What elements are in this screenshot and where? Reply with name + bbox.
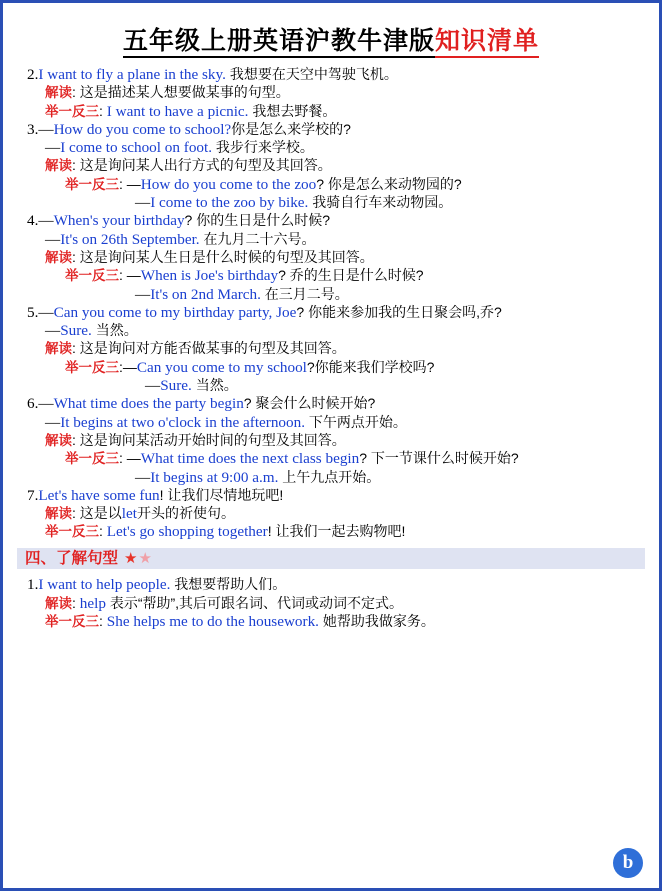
content-line: [17, 213, 645, 228]
chinese-text: 表示“帮助”,其后可跟名词、代词或动词不定式。: [105, 594, 404, 611]
content-line: [17, 396, 645, 411]
content-line: [17, 140, 645, 155]
line-label: 举一反三: [45, 103, 99, 119]
english-text: help: [79, 594, 106, 612]
chinese-text: 我骑自行车来动物园。: [308, 194, 453, 211]
content-line: [17, 287, 645, 302]
line-label: 举一反三: [65, 359, 119, 375]
content-line: [17, 104, 645, 119]
chinese-text: ? 乔的生日是什么时候?: [278, 267, 424, 284]
chinese-text: 7.: [27, 486, 39, 504]
line-label: 解读: [45, 595, 72, 611]
content-line: [17, 433, 645, 448]
english-text: It begins at two o'clock in the afternoon.: [60, 413, 306, 431]
line-label: 解读: [45, 432, 72, 448]
chinese-text: —: [45, 322, 61, 340]
english-text: I want to help people.: [38, 576, 171, 594]
chinese-text: :: [99, 612, 107, 629]
english-text: I want to fly a plane in the sky.: [38, 66, 226, 83]
chinese-text: : —: [119, 267, 141, 284]
content-line: [17, 378, 645, 393]
english-text: Let's go shopping together: [106, 523, 268, 541]
content-line: [17, 67, 645, 82]
chinese-text: : 这是以: [72, 505, 122, 522]
page-title-highlight: 知识清单: [435, 28, 539, 58]
content-line: [17, 323, 645, 338]
english-text: How do you come to the zoo: [140, 175, 317, 193]
english-text: I come to school on foot.: [60, 139, 213, 157]
chinese-text: : 这是询问某人生日是什么时候的句型及其回答。: [72, 248, 374, 265]
chinese-text: ? 聚会什么时候开始?: [243, 395, 376, 412]
chinese-text: : 这是询问某活动开始时间的句型及其回答。: [72, 431, 346, 448]
chinese-text: : —: [119, 175, 141, 192]
chinese-text: 6.—: [27, 395, 54, 413]
english-text: How do you come to school?: [53, 120, 232, 138]
chinese-text: :: [99, 102, 107, 119]
content-line: [17, 158, 645, 173]
chinese-text: 我想要帮助人们。: [170, 576, 287, 593]
english-text: I want to have a picnic.: [106, 102, 249, 120]
star-empty-icon: ★: [138, 549, 153, 567]
english-text: Sure.: [160, 377, 192, 395]
page-title-main: 五年级上册英语沪教牛津版: [123, 28, 435, 58]
line-label: 解读: [45, 506, 72, 522]
page-title: [17, 21, 645, 57]
line-label: 解读: [45, 249, 72, 265]
chinese-text: —: [145, 377, 161, 395]
english-text: It's on 2nd March.: [150, 285, 261, 303]
english-text: What time does the next class begin: [140, 450, 360, 468]
content-line: [17, 268, 645, 283]
chinese-text: —: [45, 413, 61, 431]
chinese-text: 我想要在天空中驾驶飞机。: [225, 66, 398, 82]
english-text: I come to the zoo by bike.: [150, 194, 309, 212]
chinese-text: : 这是询问某人出行方式的句型及其回答。: [72, 157, 332, 174]
chinese-text: 当然。: [91, 322, 138, 339]
chinese-text: 5.—: [27, 303, 54, 321]
chinese-text: ! 让我们尽情地玩吧!: [159, 486, 284, 503]
english-text: She helps me to do the housework.: [106, 612, 319, 630]
chinese-text: :—: [119, 358, 137, 375]
chinese-text: —: [135, 468, 151, 486]
english-text: It begins at 9:00 a.m.: [150, 468, 279, 486]
chinese-text: ? 你能来参加我的生日聚会吗,乔?: [296, 303, 502, 320]
english-text: Sure.: [60, 322, 92, 340]
english-text: Let's have some fun: [38, 486, 160, 504]
chinese-text: 在三月二号。: [260, 285, 349, 302]
chinese-text: 我想去野餐。: [248, 102, 337, 119]
content-line: [17, 85, 645, 100]
chinese-text: ?你能来我们学校吗?: [306, 358, 435, 375]
chinese-text: 3.—: [27, 120, 54, 138]
content-line: [17, 232, 645, 247]
chinese-text: 4.—: [27, 212, 54, 230]
content-line: [17, 177, 645, 192]
content-line: [17, 195, 645, 210]
content-line: [17, 122, 645, 137]
chinese-text: —: [45, 230, 61, 248]
content-line: [17, 470, 645, 485]
chinese-text: 当然。: [191, 377, 238, 394]
section-heading-label: 四、了解句型: [25, 549, 119, 567]
difficulty-stars: [124, 551, 153, 566]
content-top: [17, 67, 645, 629]
chinese-text: —: [135, 194, 151, 212]
chinese-text: 在九月二十六号。: [199, 230, 316, 247]
content-line: [17, 360, 645, 375]
line-label: 解读: [45, 85, 72, 101]
content-line: [17, 577, 645, 592]
content-line: [17, 506, 645, 521]
chinese-text: : —: [119, 450, 141, 467]
knowledge-list-top: [17, 67, 645, 540]
section-heading: [17, 548, 645, 570]
chinese-text: 下午两点开始。: [305, 413, 407, 430]
line-label: 解读: [45, 158, 72, 174]
chinese-text: 1.: [27, 576, 39, 594]
line-label: 举一反三: [45, 613, 99, 629]
chinese-text: —: [45, 139, 61, 157]
line-label: 举一反三: [65, 176, 119, 192]
english-text: It's on 26th September.: [60, 230, 200, 248]
line-label: 举一反三: [65, 268, 119, 284]
english-text: Can you come to my school: [136, 358, 307, 376]
chinese-text: :: [72, 594, 80, 611]
content-line: [17, 250, 645, 265]
star-filled-icon: ★: [124, 549, 139, 567]
content-line: [17, 451, 645, 466]
line-label: 解读: [45, 341, 72, 357]
knowledge-list-bottom: [17, 577, 645, 629]
chinese-text: ? 你是怎么来动物园的?: [316, 175, 462, 192]
chinese-text: 你是怎么来学校的?: [231, 120, 351, 137]
content-line: [17, 415, 645, 430]
content-line: [17, 614, 645, 629]
chinese-text: :: [99, 523, 107, 540]
line-label: 举一反三: [65, 451, 119, 467]
english-text: When's your birthday: [53, 212, 185, 230]
chinese-text: ? 下一节课什么时候开始?: [359, 450, 519, 467]
chinese-text: 我步行来学校。: [212, 139, 314, 156]
content-line: [17, 524, 645, 539]
chinese-text: : 这是询问对方能否做某事的句型及其回答。: [72, 340, 346, 357]
chinese-text: 2.: [27, 66, 39, 83]
chinese-text: —: [135, 285, 151, 303]
english-text: What time does the party begin: [53, 395, 244, 413]
content-line: [17, 305, 645, 320]
chinese-text: 她帮助我做家务。: [318, 612, 435, 629]
line-label: 举一反三: [45, 524, 99, 540]
content-line: [17, 596, 645, 611]
watermark-logo: b: [613, 848, 643, 878]
chinese-text: ! 让我们一起去购物吧!: [267, 523, 406, 540]
chinese-text: 上午九点开始。: [278, 468, 381, 485]
content-line: [17, 488, 645, 503]
chinese-text: : 这是描述某人想要做某事的句型。: [72, 84, 290, 101]
english-text: Can you come to my birthday party, Joe: [53, 303, 297, 321]
chinese-text: 开头的祈使句。: [136, 505, 235, 522]
content-line: [17, 341, 645, 356]
chinese-text: ? 你的生日是什么时候?: [184, 212, 331, 229]
english-text: let: [121, 505, 137, 523]
english-text: When is Joe's birthday: [140, 267, 279, 285]
